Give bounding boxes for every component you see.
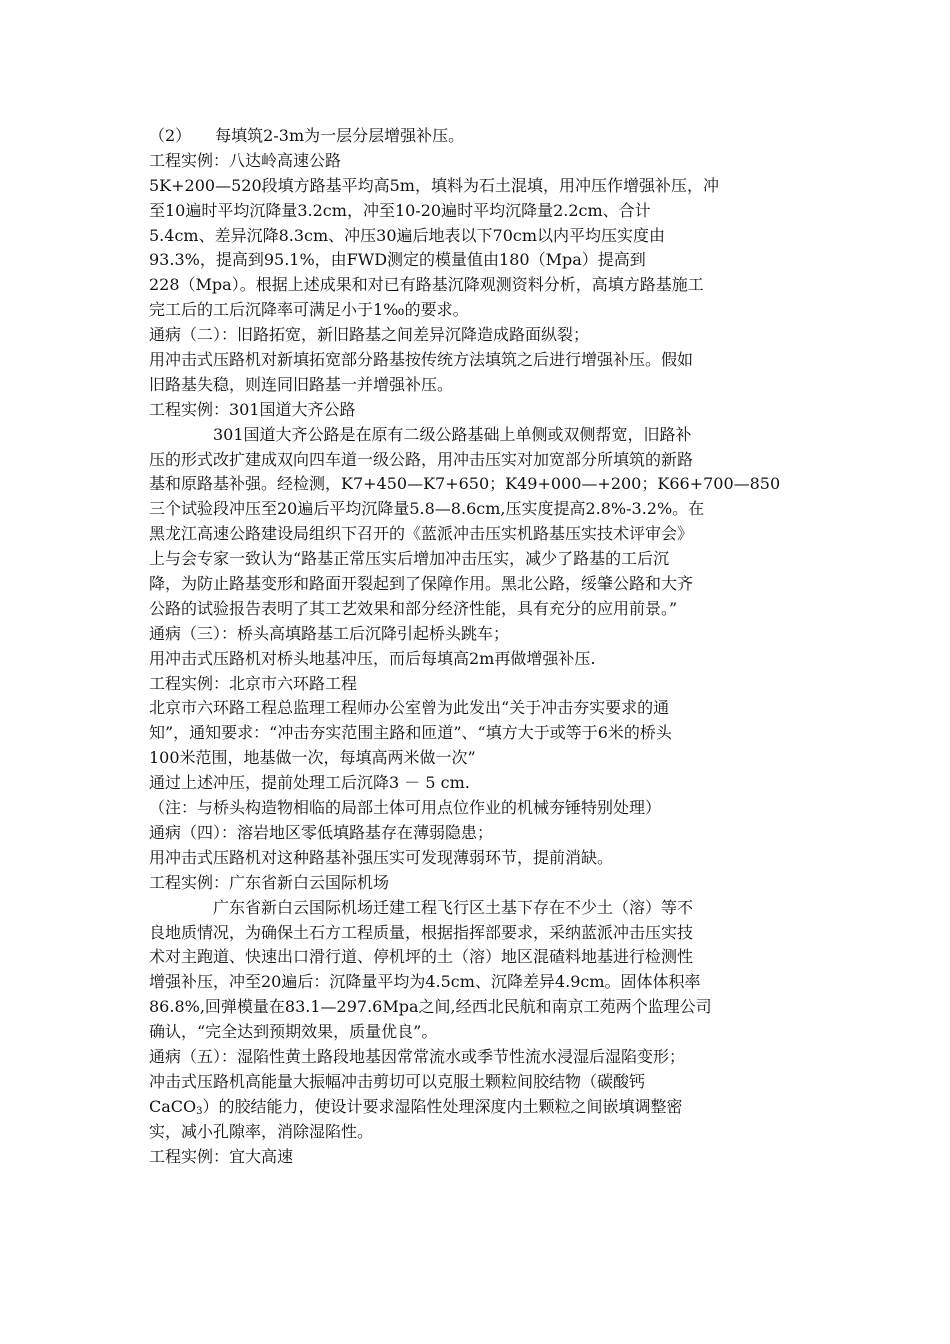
text-line: 三个试验段冲压至20遍后平均沉降量5.8—8.6cm,压实度提高2.8%-3.2%。在 [149,499,705,519]
chem-formula-text: CaCO [149,1096,197,1116]
text-line: 确认，“完全达到预期效果，质量优良”。 [149,1022,438,1042]
section-heading: 工程实例：广东省新白云国际机场 [149,872,390,892]
section-heading: 通病（四）：溶岩地区零低填路基存在薄弱隐患； [149,822,494,842]
text-line: 广东省新白云国际机场迁建工程飞行区土基下存在不少土（溶）等不 [213,897,694,917]
document-body [149,124,809,1169]
section-heading: 工程实例：八达岭高速公路 [149,150,342,170]
section-heading: 工程实例：宜大高速 [149,1146,294,1166]
text-line: 86.8%,回弹模量在83.1—297.6Mpa之间,经西北民航和南京工苑两个监理公司 [149,997,712,1017]
note-line: （注：与桥头构造物相临的局部土体可用点位作业的机械夯锤特别处理） [149,798,662,818]
text-line: 5.4cm、差异沉降8.3cm、冲压30遍后地表以下70cm以内平均压实度由 [149,225,666,245]
section-heading: 工程实例：301国道大齐公路 [149,399,356,419]
text-line: 黑龙江高速公路建设局组织下召开的《蓝派冲击压实机路基压实技术评审会》 [149,524,694,544]
text-line: 用冲击式压路机对这种路基补强压实可发现薄弱环节，提前消缺。 [149,847,614,867]
text-line: 通过上述冲压，提前处理工后沉降3 － 5 cm. [149,773,470,793]
text-line: 良地质情况，为确保土石方工程质量，根据指挥部要求，采纳蓝派冲击压实技 [149,922,694,942]
section-heading: 工程实例：北京市六环路工程 [149,673,358,693]
text-line: 术对主跑道、快速出口滑行道、停机坪的土（溶）地区混碴料地基进行检测性 [149,947,694,967]
chem-line-rest: ）的胶结能力，使设计要求湿陷性处理深度内土颗粒之间嵌填调整密 [202,1096,683,1116]
text-line: 冲击式压路机高能量大振幅冲击剪切可以克服土颗粒间胶结物（碳酸钙 [149,1071,646,1091]
text-line: 知”，通知要求：“冲击夯实范围主路和匝道”、“填方大于或等于6米的桥头 [149,723,672,743]
text-line: 100米范围，地基做一次，每填高两米做一次” [149,748,476,768]
text-line: 5K+200—520段填方路基平均高5m，填料为石土混填，用冲压作增强补压，冲 [149,175,719,195]
text-line: 增强补压，冲至20遍后：沉降量平均为4.5cm、沉降差异4.9cm。固体体积率 [149,972,701,992]
text-line: 至10遍时平均沉降量3.2cm，冲至10-20遍时平均沉降量2.2cm、合计 [149,200,651,220]
chem-text-line [149,1095,809,1120]
text-line: 上与会专家一致认为“路基正常压实后增加冲击压实，减少了路基的工后沉 [149,549,670,569]
text-line: 压的形式改扩建成双向四车道一级公路，用冲击压实对加宽部分所填筑的新路 [149,449,694,469]
text-line: 旧路基失稳，则连同旧路基一并增强补压。 [149,374,454,394]
section-heading: 通病（二）：旧路拓宽，新旧路基之间差异沉降造成路面纵裂； [149,325,590,345]
text-line: 301国道大齐公路是在原有二级公路基础上单侧或双侧帮宽，旧路补 [213,424,692,444]
text-line: 公路的试验报告表明了其工艺效果和部分经济性能，具有充分的应用前景。” [149,598,678,618]
text-line: 93.3%，提高到95.1%，由FWD测定的模量值由180（Mpa）提高到 [149,250,646,270]
text-line: 基和原路基补强。经检测，K7+450—K7+650；K49+000—+200；K66+700—850 [149,474,781,494]
text-line: 降，为防止路基变形和路面开裂起到了保障作用。黑北公路，绥肇公路和大齐 [149,574,694,594]
text-line: 北京市六环路工程总监理工程师办公室曾为此发出“关于冲击夯实要求的通 [149,698,670,718]
section-heading: 通病（三）：桥头高填路基工后沉降引起桥头跳车； [149,623,510,643]
text-line: （2） 每填筑2-3m为一层分层增强补压。 [149,126,465,145]
text-line: 完工后的工后沉降率可满足小于1‰的要求。 [149,300,469,320]
section-heading: 通病（五）：湿陷性黄土路段地基因常常流水或季节性流水浸湿后湿陷变形； [149,1046,686,1066]
text-line: 用冲击式压路机对新填拓宽部分路基按传统方法填筑之后进行增强补压。假如 [149,350,694,370]
text-line: 用冲击式压路机对桥头地基冲压，而后每填高2m再做增强补压. [149,648,596,668]
chem-subscript: 3 [196,1105,203,1117]
text-line: 228（Mpa）。根据上述成果和对已有路基沉降观测资料分析，高填方路基施工 [149,275,704,295]
text-line: 实，减小孔隙率，消除湿陷性。 [149,1121,374,1141]
